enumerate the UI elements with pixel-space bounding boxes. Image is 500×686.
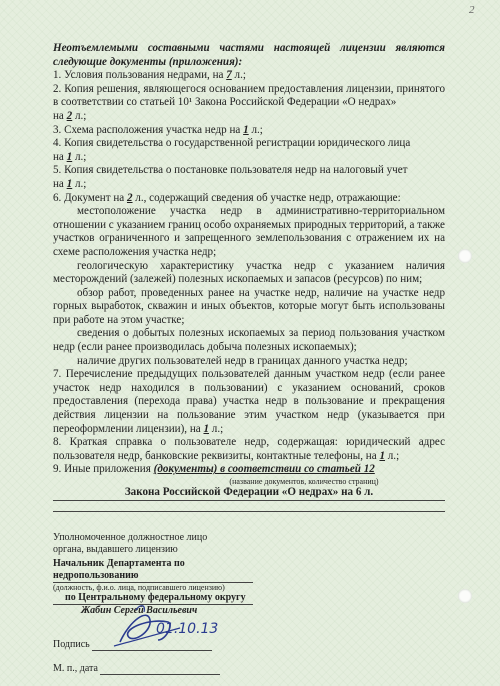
item-8: 8. Краткая справка о пользователе недр, содержащая: юридический адрес пользователя недр, банковские реквизиты, контактные телефоны, на 1 л.; [53,436,445,462]
item-3: 3. Схема расположения участка недр на 1 л.; [53,123,263,136]
document-body [53,42,445,512]
item-4: 4. Копия свидетельства о государственной регистрации юридического лица на 1 л.; [53,137,411,163]
item-9-line2: Закона Российской Федерации «О недрах» на 6 л. [53,486,445,501]
item-5: 5. Копия свидетельства о постановке пользователя недр на налоговый учет на 1 л.; [53,164,408,190]
date-underline [100,674,220,675]
handwritten-date: 01.10.13 [156,621,219,637]
signature-position: Начальник Департамента по недропользованию [53,558,253,583]
item-6-geology: геологическую характеристику участка недр с указанием наличия месторождений (залежей) полезных ископаемых и запасов (ресурсов) по ним; [53,259,445,286]
heading: Неотъемлемыми составными частями настоящей лицензии являются следующие документы (приложения): [53,42,445,68]
signature-line1: Уполномоченное должностное лицо [53,532,208,543]
item-2: 2. Копия решения, являющегося основанием предоставления лицензии, принятого в соответствии со статьей 10¹ Закона Российской Федерации «О недрах» на 2 л.; [53,82,445,122]
item-6-location: местоположение участка недр в административно-территориальном отношении с указанием границ особо охраняемых природных территорий, а также участков ограниченного и запрещенного землепользования с отражением их на схеме расположения участка недр; [53,205,445,258]
item-6-other-users: наличие других пользователей недр в границах данного участка недр; [77,354,408,367]
item-1: 1. Условия пользования недрами, на 7 л.; [53,69,246,82]
item-9-caption: (название документов, количество страниц) [229,477,379,486]
blank-line [53,501,445,512]
date-label: М. п., дата [53,663,98,674]
signature-person: Жабин Сергей Васильевич [81,605,198,616]
page-number: 2 [469,4,475,16]
item-6: 6. Документ на 2 л., содержащий сведения об участке недр, отражающие: [53,191,401,204]
punch-hole-top [458,249,472,263]
item-6-works: обзор работ, проведенных ранее на участке недр, наличие на участке недр горных выработок, скважин и иных объектов, которые могут быть использованы при работе на этом участке; [53,286,445,326]
sign-label: Подпись [53,639,90,650]
item-6-extraction: сведения о добытых полезных ископаемых за период пользования участком недр (если ранее производилась добыча полезных ископаемых); [53,327,445,354]
punch-hole-bottom [458,589,472,603]
date-row [53,663,453,675]
item-9: 9. Иные приложения (документы) в соответствии со статьей 12 [53,463,375,476]
signature-caption: (должность, ф.и.о. лица, подписавшего лицензию) [53,583,225,592]
item-7: 7. Перечисление предыдущих пользователей данным участком недр (если ранее участок недр находился в пользовании) с указанием оснований, сроков предоставления (перехода права) участка недр в пользование и прекращения действия лицензии на пользование этим участком недр (указывается при переоформлении лицензии), на 1 л.; [53,368,445,435]
signature-position2: по Центральному федеральному округу [53,592,253,605]
signature-line2: органа, выдавшего лицензию [53,544,178,555]
